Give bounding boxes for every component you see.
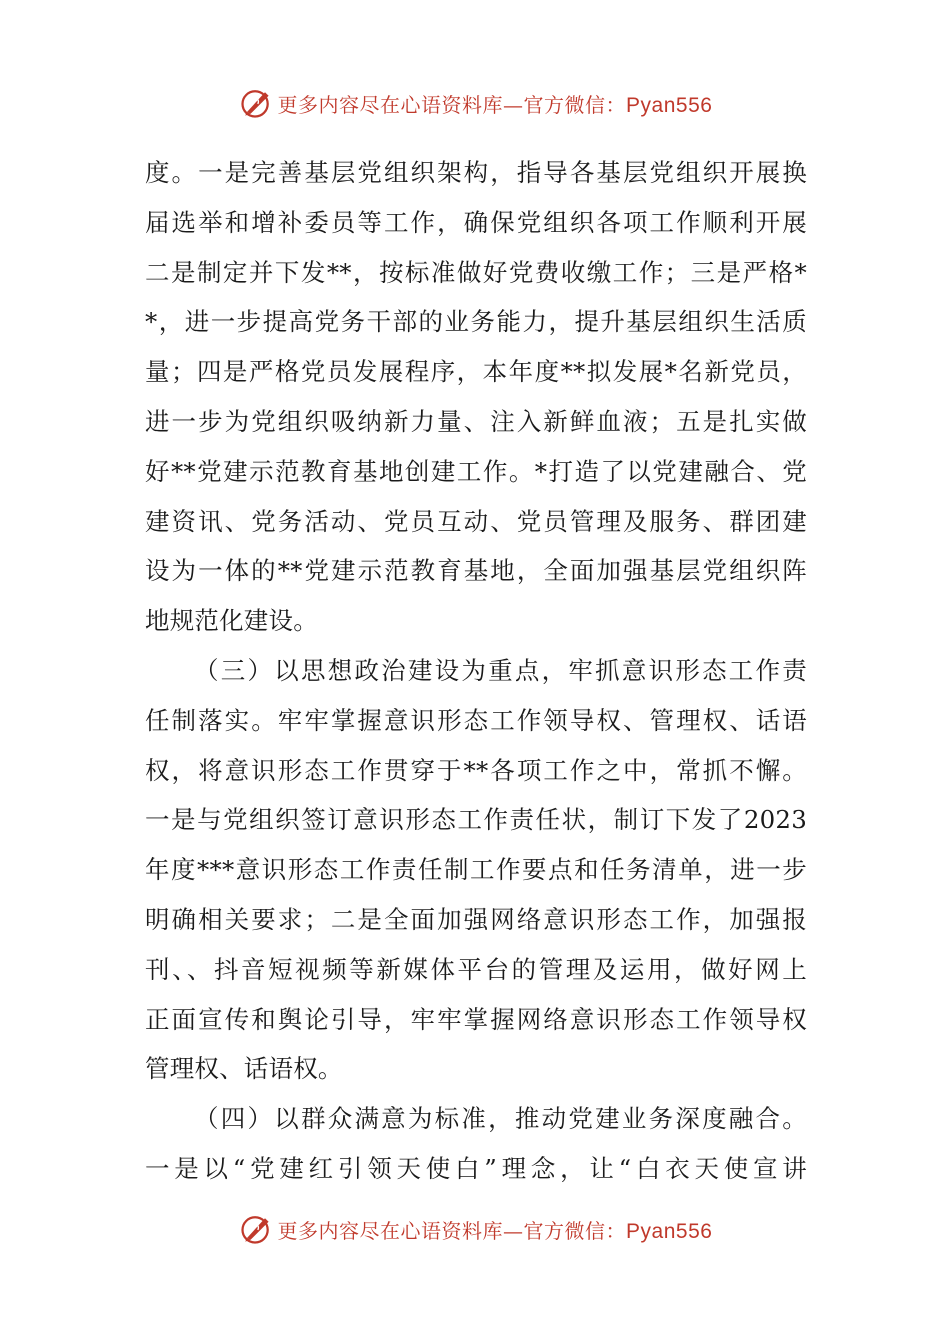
text-line: 年度***意识形态工作责任制工作要点和任务清单，进一步: [145, 855, 807, 885]
text-line: *，进一步提高党务干部的业务能力，提升基层组织生活质: [145, 307, 807, 337]
text-line: 管理权、话语权。: [145, 1054, 343, 1084]
text-line: 正面宣传和舆论引导，牢牢掌握网络意识形态工作领导权: [145, 1004, 807, 1034]
text-line: 一是以“党建红引领天使白”理念，让“白衣天使宣讲: [145, 1153, 807, 1183]
wechat-id: Pyan556: [626, 1219, 713, 1243]
text-line: 届选举和增补委员等工作，确保党组织各项工作顺利开展: [145, 207, 807, 237]
text-line: 刊、、抖音短视频等新媒体平台的管理及运用，做好网上: [145, 954, 807, 984]
document-body: [145, 148, 807, 1194]
banner-text: 更多内容尽在心语资料库—官方微信：Pyan556: [277, 1218, 713, 1243]
text-line: 度。一是完善基层党组织架构，指导各基层党组织开展换: [145, 158, 807, 187]
text-line: 二是制定并下发**，按标准做好党费收缴工作；三是严格*: [145, 257, 807, 287]
header-banner: [0, 83, 950, 123]
footer-banner: [0, 1209, 950, 1249]
text-line: 好**党建示范教育基地创建工作。*打造了以党建融合、党: [145, 456, 807, 486]
text-line: 地规范化建设。: [145, 606, 318, 636]
paragraph-heading-4: （四）以群众满意为标准，推动党建业务深度融合。: [194, 1104, 807, 1134]
text-line: 权，将意识形态工作贯穿于**各项工作之中，常抓不懈。: [145, 755, 807, 785]
text-line: 明确相关要求；二是全面加强网络意识形态工作，加强报: [145, 904, 807, 934]
text-line: 量；四是严格党员发展程序，本年度**拟发展*名新党员，: [145, 357, 807, 387]
paragraph-heading-3: （三）以思想政治建设为重点，牢抓意识形态工作责: [194, 655, 807, 685]
pen-logo-icon: [238, 85, 274, 121]
text-line: 任制落实。牢牢掌握意识形态工作领导权、管理权、话语: [145, 705, 807, 735]
banner-text: 更多内容尽在心语资料库—官方微信：Pyan556: [277, 92, 713, 117]
wechat-id: Pyan556: [626, 93, 713, 117]
text-line: 一是与党组织签订意识形态工作责任状，制订下发了2023: [145, 805, 807, 835]
text-line: 进一步为党组织吸纳新力量、注入新鲜血液；五是扎实做: [145, 406, 807, 436]
text-line: 设为一体的**党建示范教育基地，全面加强基层党组织阵: [145, 556, 807, 586]
pen-logo-icon: [238, 1211, 274, 1247]
text-line: 建资讯、党务活动、党员互动、党员管理及服务、群团建: [145, 506, 807, 536]
